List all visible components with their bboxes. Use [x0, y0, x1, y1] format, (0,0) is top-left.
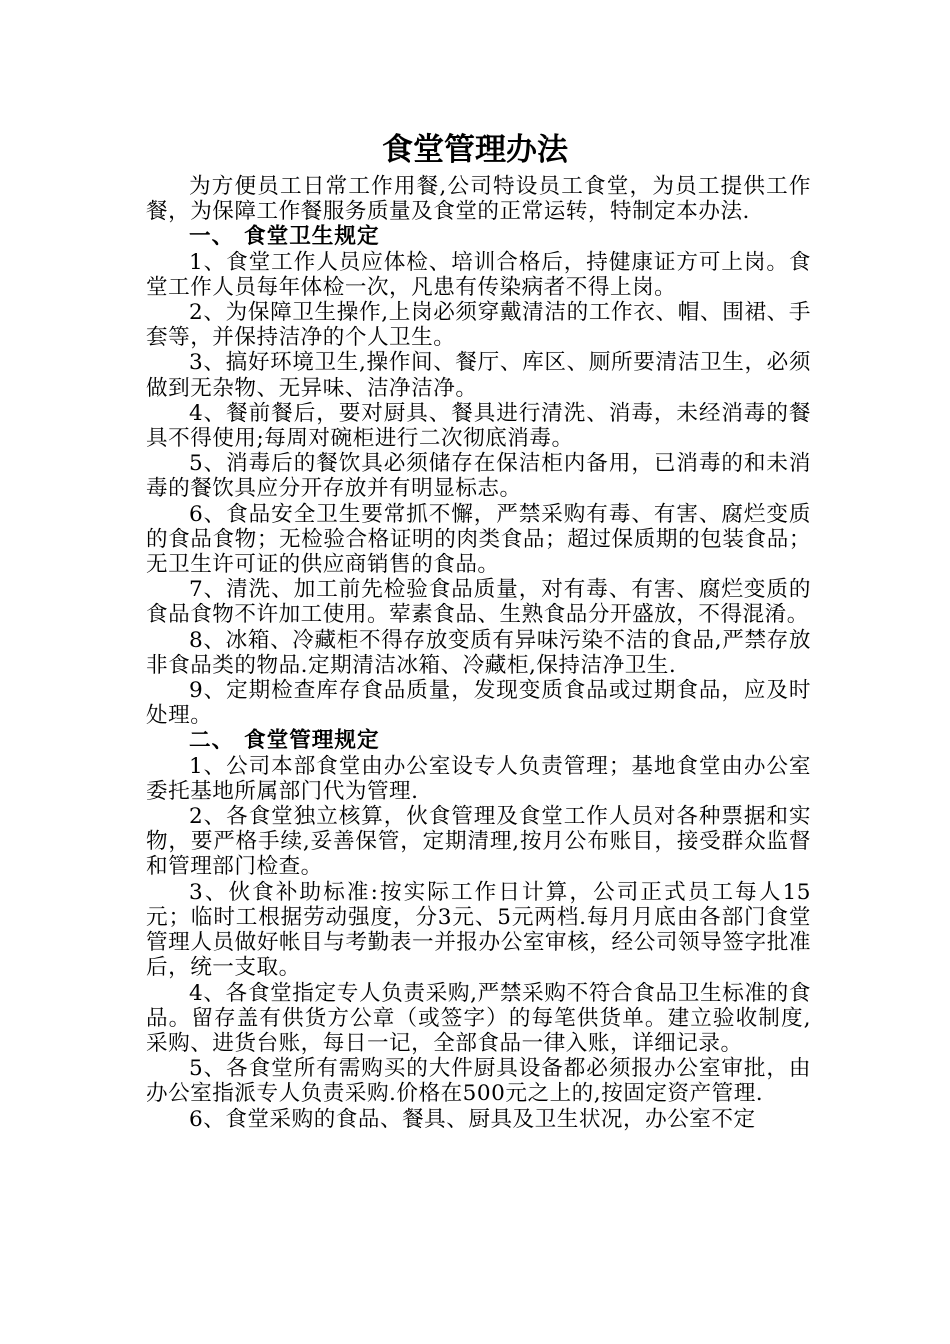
- section-title: 食堂卫生规定: [244, 224, 380, 250]
- management-item: 4、各食堂指定专人负责采购,严禁采购不符合食品卫生标准的食品。留存盖有供货方公章（或签字）的每笔供货单。建立验收制度,采购、进货台账，每日一记，全部食品一律入账，详细记录。: [146, 980, 811, 1056]
- hygiene-item: 7、清洗、加工前先检验食品质量，对有毒、有害、腐烂变质的食品食物不许加工使用。荤素食品、生熟食品分开盛放，不得混淆。: [146, 577, 811, 628]
- section-number: 二、: [189, 728, 235, 754]
- hygiene-item: 9、定期检查库存食品质量，发现变质食品或过期食品，应及时处理。: [146, 678, 811, 729]
- hygiene-item: 8、冰箱、冷藏柜不得存放变质有异味污染不洁的食品,严禁存放非食品类的物品.定期清洁冰箱、冷藏柜,保持洁净卫生.: [146, 627, 811, 678]
- hygiene-item: 2、为保障卫生操作,上岗必须穿戴清洁的工作衣、帽、围裙、手套等，并保持洁净的个人卫生。: [146, 300, 811, 351]
- section-number: 一、: [189, 224, 235, 250]
- hygiene-item: 1、食堂工作人员应体检、培训合格后，持健康证方可上岗。食堂工作人员每年体检一次，凡患有传染病者不得上岗。: [146, 249, 811, 300]
- management-item: 5、各食堂所有需购买的大件厨具设备都必须报办公室审批，由办公室指派专人负责采购.价格在500元之上的,按固定资产管理.: [146, 1056, 811, 1107]
- section-heading-management: [146, 728, 811, 753]
- management-item: 3、伙食补助标准:按实际工作日计算，公司正式员工每人15元；临时工根据劳动强度，分3元、5元两档.每月月底由各部门食堂管理人员做好帐目与考勤表一并报办公室审核，经公司领导签字批准后，统一支取。: [146, 879, 811, 981]
- management-item: 2、各食堂独立核算，伙食管理及食堂工作人员对各种票据和实物，要严格手续,妥善保管，定期清理,按月公布账目，接受群众监督和管理部门检查。: [146, 804, 811, 880]
- hygiene-item: 5、消毒后的餐饮具必须储存在保洁柜内备用，已消毒的和未消毒的餐饮具应分开存放并有明显标志。: [146, 451, 811, 502]
- document-title: 食堂管理办法: [382, 132, 568, 168]
- intro-paragraph: 为方便员工日常工作用餐,公司特设员工食堂，为员工提供工作餐，为保障工作餐服务质量及食堂的正常运转，特制定本办法.: [146, 174, 811, 225]
- document-body: [146, 174, 811, 1132]
- management-item: 1、公司本部食堂由办公室设专人负责管理；基地食堂由办公室委托基地所属部门代为管理.: [146, 753, 811, 804]
- hygiene-item: 4、餐前餐后，要对厨具、餐具进行清洗、消毒，未经消毒的餐具不得使用;每周对碗柜进行二次彻底消毒。: [146, 400, 811, 452]
- hygiene-item: 6、食品安全卫生要常抓不懈，严禁采购有毒、有害、腐烂变质的食品食物；无检验合格证明的肉类食品；超过保质期的包装食品；无卫生许可证的供应商销售的食品。: [146, 501, 811, 578]
- management-item: 6、食堂采购的食品、餐具、厨具及卫生状况，办公室不定: [189, 1106, 756, 1132]
- section-heading-hygiene: [146, 224, 811, 249]
- section-title: 食堂管理规定: [244, 728, 380, 754]
- hygiene-item: 3、搞好环境卫生,操作间、餐厅、库区、厕所要清洁卫生，必须做到无杂物、无异味、洁净洁净。: [146, 350, 811, 401]
